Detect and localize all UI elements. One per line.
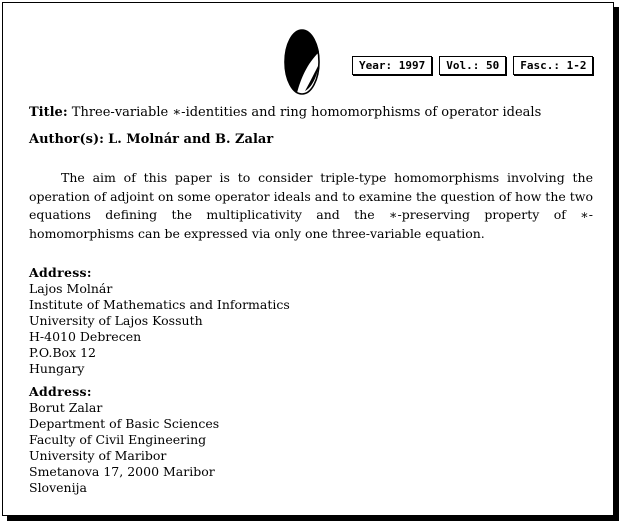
address-line: University of Maribor bbox=[29, 448, 167, 463]
address-line: Slovenija bbox=[29, 480, 87, 495]
address-block bbox=[29, 384, 219, 496]
address-line: Smetanova 17, 2000 Maribor bbox=[29, 464, 215, 479]
article-authors bbox=[29, 131, 273, 148]
address-line: Borut Zalar bbox=[29, 400, 103, 415]
address-block bbox=[29, 265, 290, 377]
title-text: Three-variable ∗-identities and ring homomorphisms of operator ideals bbox=[71, 105, 542, 120]
address-line: Hungary bbox=[29, 361, 85, 376]
address-line: H-4010 Debrecen bbox=[29, 329, 142, 344]
title-label: Title: bbox=[29, 105, 68, 120]
address-line: Lajos Molnár bbox=[29, 281, 113, 296]
article-title bbox=[29, 104, 541, 121]
abstract-text: The aim of this paper is to consider triple-type homomorphisms involving the operation of adjoint on some operator ideals and to examine the question of how the two equations defining the multiplicativity and the ∗-preserving property of ∗-homomorphisms can be expressed via only one three-variable equation. bbox=[29, 170, 593, 241]
volume-badge: Vol.: 50 bbox=[439, 56, 506, 75]
issue-meta bbox=[352, 56, 593, 75]
address-line: Department of Basic Sciences bbox=[29, 416, 220, 431]
fascicle-badge: Fasc.: 1-2 bbox=[513, 56, 593, 75]
author-label: Author(s): bbox=[29, 132, 104, 147]
address-line: University of Lajos Kossuth bbox=[29, 313, 203, 328]
year-badge: Year: 1997 bbox=[352, 56, 432, 75]
author-names: L. Molnár and B. Zalar bbox=[108, 132, 274, 147]
page-frame bbox=[2, 2, 614, 516]
address-label: Address: bbox=[29, 384, 92, 399]
journal-logo-icon bbox=[283, 28, 321, 96]
address-line: Faculty of Civil Engineering bbox=[29, 432, 207, 447]
address-label: Address: bbox=[29, 265, 92, 280]
address-line: P.O.Box 12 bbox=[29, 345, 96, 360]
address-line: Institute of Mathematics and Informatics bbox=[29, 297, 290, 312]
